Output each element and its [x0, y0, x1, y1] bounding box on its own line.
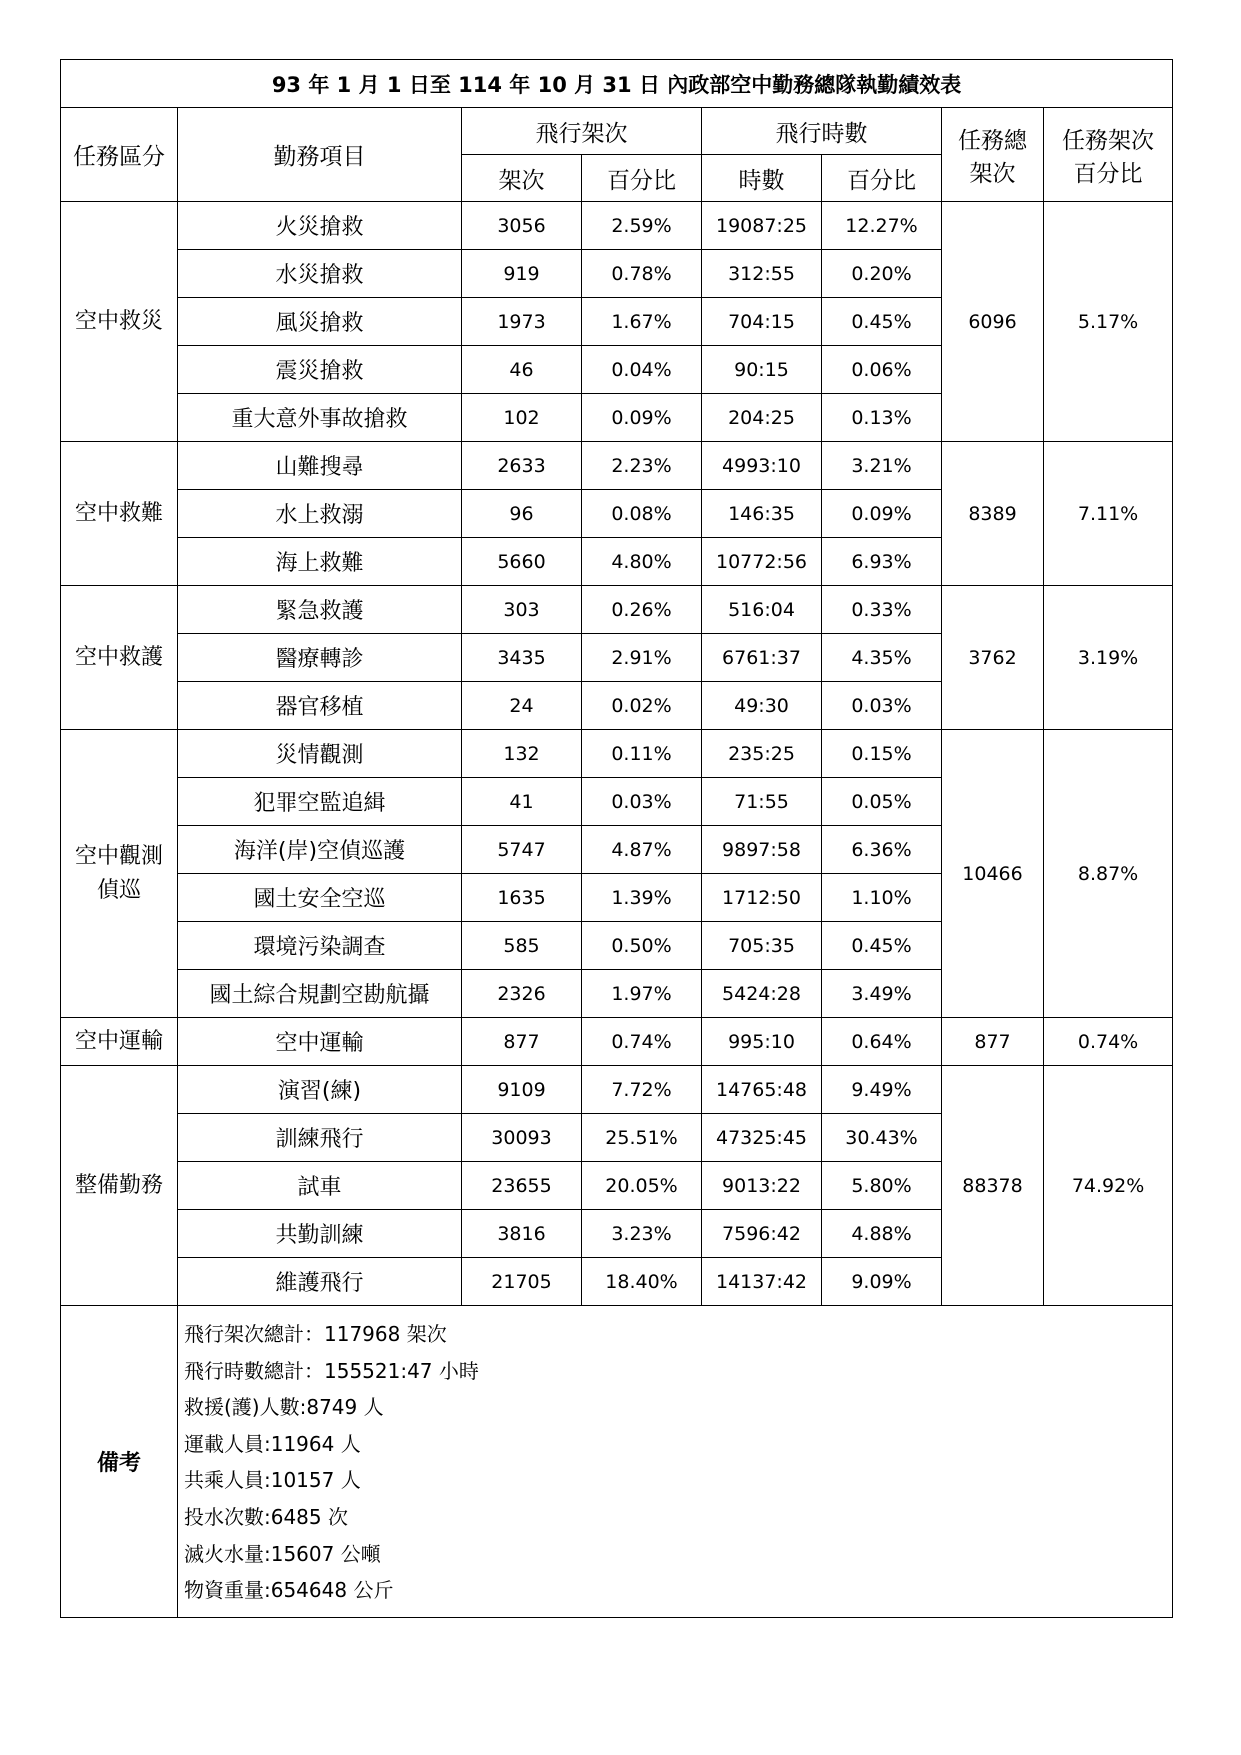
hours-pct-cell: 0.03% — [822, 682, 942, 730]
item-cell: 緊急救護 — [178, 586, 462, 634]
hours-pct-cell: 0.13% — [822, 394, 942, 442]
remarks-line: 滅火水量:15607 公噸 — [184, 1541, 381, 1566]
flights-cell: 21705 — [462, 1258, 582, 1306]
total-pct-cell: 3.19% — [1044, 586, 1173, 730]
item-cell: 山難搜尋 — [178, 442, 462, 490]
flights-cell: 9109 — [462, 1066, 582, 1114]
hours-cell: 1712:50 — [702, 874, 822, 922]
flights-cell: 23655 — [462, 1162, 582, 1210]
category-label: 偵巡 — [96, 877, 141, 903]
total-flights-cell: 88378 — [942, 1066, 1044, 1306]
hours-cell: 146:35 — [702, 490, 822, 538]
hours-pct-cell: 5.80% — [822, 1162, 942, 1210]
header-total-flights — [942, 108, 1044, 202]
remarks-line: 飛行架次總計：117968 架次 — [184, 1322, 447, 1346]
remarks-line: 投水次數:6485 次 — [184, 1504, 348, 1529]
item-cell: 海洋(岸)空偵巡護 — [178, 826, 462, 874]
item-cell: 犯罪空監追緝 — [178, 778, 462, 826]
hours-cell: 90:15 — [702, 346, 822, 394]
total-flights-cell: 877 — [942, 1018, 1044, 1066]
hours-pct-cell: 1.10% — [822, 874, 942, 922]
flights-cell: 2633 — [462, 442, 582, 490]
category-label: 空中運輸 — [74, 1028, 163, 1054]
hours-cell: 47325:45 — [702, 1114, 822, 1162]
hours-pct-cell: 9.09% — [822, 1258, 942, 1306]
hours-pct-cell: 4.88% — [822, 1210, 942, 1258]
item-cell: 風災搶救 — [178, 298, 462, 346]
flights-pct-cell: 2.23% — [582, 442, 702, 490]
flights-pct-cell: 3.23% — [582, 1210, 702, 1258]
category-cell — [61, 1018, 178, 1066]
category-cell — [61, 202, 178, 442]
total-flights-cell: 3762 — [942, 586, 1044, 730]
flights-cell: 585 — [462, 922, 582, 970]
item-cell: 震災搶救 — [178, 346, 462, 394]
header-hours-group: 飛行時數 — [702, 108, 942, 155]
table-row — [61, 442, 1173, 490]
category-cell — [61, 586, 178, 730]
header-item: 勤務項目 — [178, 108, 462, 202]
item-cell: 共勤訓練 — [178, 1210, 462, 1258]
flights-cell: 30093 — [462, 1114, 582, 1162]
flights-pct-cell: 0.02% — [582, 682, 702, 730]
flights-pct-cell: 2.91% — [582, 634, 702, 682]
hours-pct-cell: 4.35% — [822, 634, 942, 682]
table-row — [61, 730, 1173, 778]
item-cell: 國土安全空巡 — [178, 874, 462, 922]
total-pct-cell: 5.17% — [1044, 202, 1173, 442]
flights-pct-cell: 0.74% — [582, 1018, 702, 1066]
flights-pct-cell: 0.08% — [582, 490, 702, 538]
hours-pct-cell: 0.05% — [822, 778, 942, 826]
hours-cell: 704:15 — [702, 298, 822, 346]
header-flights-pct: 百分比 — [582, 155, 702, 202]
table-row — [61, 586, 1173, 634]
hours-pct-cell: 0.15% — [822, 730, 942, 778]
total-flights-cell: 10466 — [942, 730, 1044, 1018]
hours-pct-cell: 0.64% — [822, 1018, 942, 1066]
hours-pct-cell: 30.43% — [822, 1114, 942, 1162]
header-flights: 架次 — [462, 155, 582, 202]
item-cell: 海上救難 — [178, 538, 462, 586]
item-cell: 器官移植 — [178, 682, 462, 730]
flights-cell: 102 — [462, 394, 582, 442]
hours-cell: 312:55 — [702, 250, 822, 298]
flights-pct-cell: 1.39% — [582, 874, 702, 922]
hours-cell: 9013:22 — [702, 1162, 822, 1210]
table-title: 93 年 1 月 1 日至 114 年 10 月 31 日 內政部空中勤務總隊執勤績效表 — [61, 60, 1173, 108]
flights-pct-cell: 0.04% — [582, 346, 702, 394]
total-flights-cell: 6096 — [942, 202, 1044, 442]
remarks-content — [178, 1306, 1173, 1618]
hours-pct-cell: 0.20% — [822, 250, 942, 298]
category-label: 空中救難 — [74, 500, 163, 526]
category-label: 空中救災 — [74, 308, 163, 334]
flights-cell: 3056 — [462, 202, 582, 250]
flights-pct-cell: 1.97% — [582, 970, 702, 1018]
flights-cell: 3816 — [462, 1210, 582, 1258]
hours-cell: 14137:42 — [702, 1258, 822, 1306]
total-pct-cell: 0.74% — [1044, 1018, 1173, 1066]
item-cell: 火災搶救 — [178, 202, 462, 250]
total-pct-cell: 8.87% — [1044, 730, 1173, 1018]
flights-pct-cell: 1.67% — [582, 298, 702, 346]
item-cell: 國土綜合規劃空勘航攝 — [178, 970, 462, 1018]
header-hours: 時數 — [702, 155, 822, 202]
flights-cell: 5747 — [462, 826, 582, 874]
header-total-flights-line1: 任務總 — [958, 127, 1027, 154]
flights-cell: 41 — [462, 778, 582, 826]
flights-pct-cell: 25.51% — [582, 1114, 702, 1162]
remarks-line: 飛行時數總計：155521:47 小時 — [184, 1358, 479, 1383]
flights-pct-cell: 4.87% — [582, 826, 702, 874]
item-cell: 訓練飛行 — [178, 1114, 462, 1162]
header-flights-group: 飛行架次 — [462, 108, 702, 155]
flights-cell: 132 — [462, 730, 582, 778]
hours-pct-cell: 0.45% — [822, 298, 942, 346]
flights-cell: 3435 — [462, 634, 582, 682]
flights-pct-cell: 0.11% — [582, 730, 702, 778]
hours-pct-cell: 0.09% — [822, 490, 942, 538]
hours-pct-cell: 9.49% — [822, 1066, 942, 1114]
item-cell: 醫療轉診 — [178, 634, 462, 682]
hours-cell: 6761:37 — [702, 634, 822, 682]
performance-table — [60, 59, 1173, 1618]
hours-pct-cell: 3.49% — [822, 970, 942, 1018]
flights-pct-cell: 20.05% — [582, 1162, 702, 1210]
flights-pct-cell: 0.26% — [582, 586, 702, 634]
hours-cell: 516:04 — [702, 586, 822, 634]
item-cell: 演習(練) — [178, 1066, 462, 1114]
hours-cell: 995:10 — [702, 1018, 822, 1066]
remarks-label: 備考 — [61, 1306, 178, 1618]
header-total-flights-line2: 架次 — [969, 160, 1016, 187]
flights-cell: 96 — [462, 490, 582, 538]
hours-cell: 235:25 — [702, 730, 822, 778]
header-total-pct — [1044, 108, 1173, 202]
hours-pct-cell: 6.36% — [822, 826, 942, 874]
flights-pct-cell: 0.78% — [582, 250, 702, 298]
flights-cell: 303 — [462, 586, 582, 634]
flights-cell: 877 — [462, 1018, 582, 1066]
hours-cell: 19087:25 — [702, 202, 822, 250]
category-cell — [61, 442, 178, 586]
item-cell: 空中運輸 — [178, 1018, 462, 1066]
flights-pct-cell: 4.80% — [582, 538, 702, 586]
hours-cell: 10772:56 — [702, 538, 822, 586]
flights-cell: 24 — [462, 682, 582, 730]
table-body — [61, 202, 1173, 1306]
table-row — [61, 1066, 1173, 1114]
remarks-line: 共乘人員:10157 人 — [184, 1468, 361, 1493]
flights-cell: 919 — [462, 250, 582, 298]
header-total-pct-line2: 百分比 — [1073, 160, 1143, 187]
hours-cell: 705:35 — [702, 922, 822, 970]
category-label: 空中救護 — [74, 644, 163, 670]
hours-cell: 204:25 — [702, 394, 822, 442]
remarks-line: 救援(護)人數:8749 人 — [184, 1395, 384, 1420]
remarks-line: 物資重量:654648 公斤 — [184, 1578, 394, 1603]
category-label: 空中觀測 — [74, 843, 163, 869]
hours-pct-cell: 0.45% — [822, 922, 942, 970]
flights-cell: 1973 — [462, 298, 582, 346]
flights-cell: 1635 — [462, 874, 582, 922]
item-cell: 試車 — [178, 1162, 462, 1210]
hours-pct-cell: 0.06% — [822, 346, 942, 394]
flights-pct-cell: 0.09% — [582, 394, 702, 442]
total-pct-cell: 7.11% — [1044, 442, 1173, 586]
remarks-line: 運載人員:11964 人 — [184, 1431, 361, 1456]
flights-pct-cell: 0.03% — [582, 778, 702, 826]
hours-pct-cell: 12.27% — [822, 202, 942, 250]
flights-pct-cell: 2.59% — [582, 202, 702, 250]
flights-pct-cell: 7.72% — [582, 1066, 702, 1114]
hours-cell: 14765:48 — [702, 1066, 822, 1114]
hours-pct-cell: 6.93% — [822, 538, 942, 586]
item-cell: 環境污染調查 — [178, 922, 462, 970]
header-hours-pct: 百分比 — [822, 155, 942, 202]
item-cell: 維護飛行 — [178, 1258, 462, 1306]
category-cell — [61, 730, 178, 1018]
table-row — [61, 1018, 1173, 1066]
category-label: 整備勤務 — [74, 1172, 163, 1198]
hours-cell: 7596:42 — [702, 1210, 822, 1258]
hours-pct-cell: 3.21% — [822, 442, 942, 490]
hours-pct-cell: 0.33% — [822, 586, 942, 634]
flights-pct-cell: 18.40% — [582, 1258, 702, 1306]
item-cell: 重大意外事故搶救 — [178, 394, 462, 442]
category-cell — [61, 1066, 178, 1306]
item-cell: 水災搶救 — [178, 250, 462, 298]
hours-cell: 9897:58 — [702, 826, 822, 874]
flights-pct-cell: 0.50% — [582, 922, 702, 970]
hours-cell: 71:55 — [702, 778, 822, 826]
flights-cell: 5660 — [462, 538, 582, 586]
table-row — [61, 202, 1173, 250]
header-category: 任務區分 — [61, 108, 178, 202]
item-cell: 水上救溺 — [178, 490, 462, 538]
total-pct-cell: 74.92% — [1044, 1066, 1173, 1306]
header-total-pct-line1: 任務架次 — [1062, 127, 1155, 154]
hours-cell: 4993:10 — [702, 442, 822, 490]
hours-cell: 49:30 — [702, 682, 822, 730]
hours-cell: 5424:28 — [702, 970, 822, 1018]
total-flights-cell: 8389 — [942, 442, 1044, 586]
flights-cell: 46 — [462, 346, 582, 394]
item-cell: 災情觀測 — [178, 730, 462, 778]
flights-cell: 2326 — [462, 970, 582, 1018]
